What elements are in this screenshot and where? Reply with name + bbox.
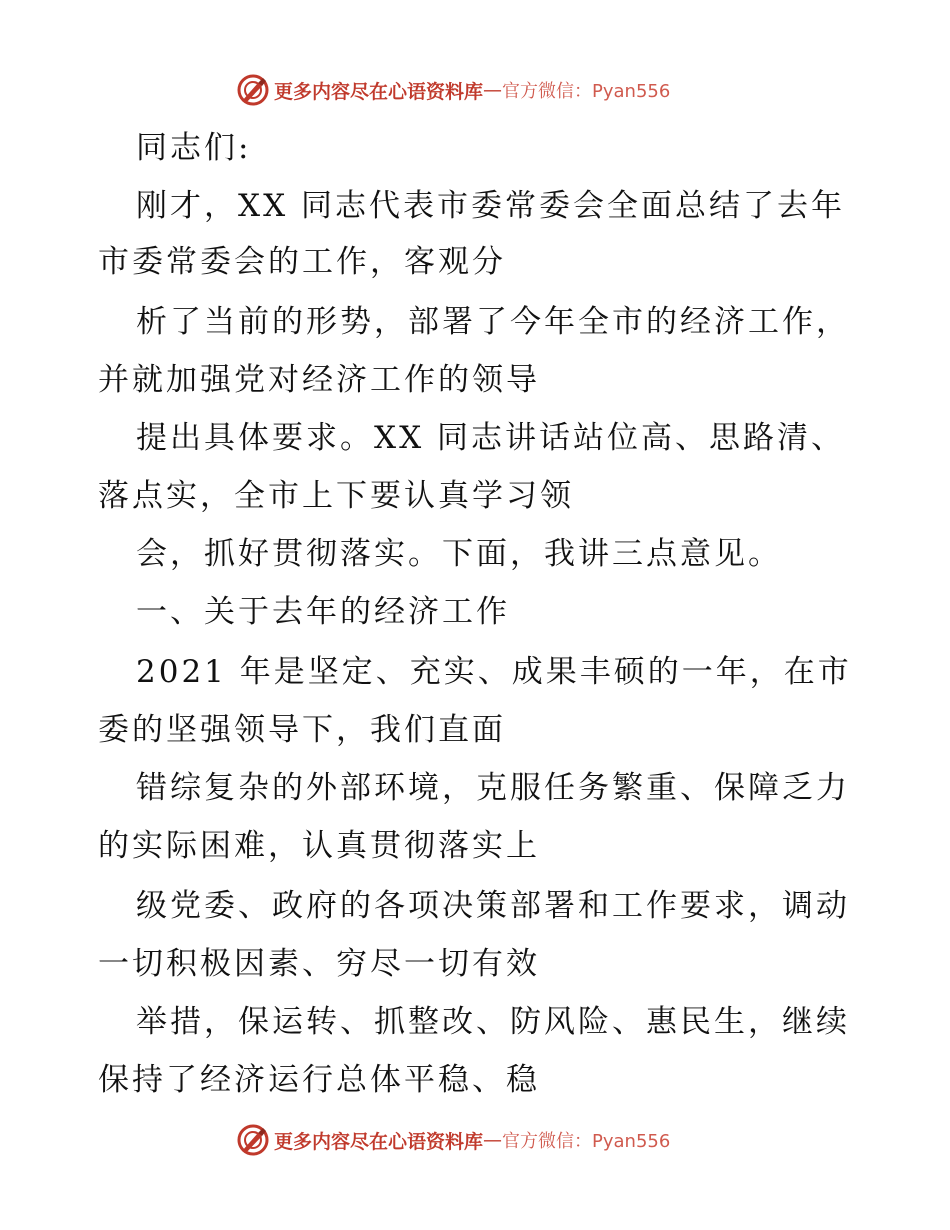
header-banner bbox=[236, 72, 716, 108]
section-heading: 一、关于去年的经济工作 bbox=[136, 594, 510, 630]
body-line: 的实际困难，认真贯彻落实上 bbox=[98, 828, 540, 864]
banner-separator: — bbox=[483, 79, 503, 101]
body-line: 析了当前的形势，部署了今年全市的经济工作， bbox=[136, 304, 850, 340]
body-line: 级党委、政府的各项决策部署和工作要求，调动 bbox=[136, 888, 850, 924]
body-line: 刚才，XX 同志代表市委常委会全面总结了去年 bbox=[136, 188, 845, 224]
salutation-line: 同志们: bbox=[136, 130, 252, 166]
banner-main-text: 更多内容尽在心语资料库 bbox=[274, 1130, 484, 1153]
banner-wechat-text: 官方微信：Pyan556 bbox=[502, 1131, 671, 1152]
banner-wechat-text: 官方微信：Pyan556 bbox=[502, 81, 671, 102]
body-line: 市委常委会的工作，客观分 bbox=[98, 244, 506, 280]
body-line: 错综复杂的外部环境，克服任务繁重、保障乏力 bbox=[136, 770, 850, 806]
body-line: 落点实，全市上下要认真学习领 bbox=[98, 478, 574, 514]
footer-banner bbox=[236, 1122, 716, 1158]
body-line: 2021 年是坚定、充实、成果丰硕的一年，在市 bbox=[136, 654, 852, 690]
body-line: 举措，保运转、抓整改、防风险、惠民生，继续 bbox=[136, 1004, 850, 1040]
pen-circle-logo-icon bbox=[236, 73, 270, 107]
body-line: 委的坚强领导下，我们直面 bbox=[98, 712, 506, 748]
banner-separator: — bbox=[483, 1129, 503, 1151]
body-line: 会，抓好贯彻落实。下面，我讲三点意见。 bbox=[136, 536, 782, 572]
banner-main-text: 更多内容尽在心语资料库 bbox=[274, 80, 484, 103]
body-line: 提出具体要求。XX 同志讲话站位高、思路清、 bbox=[136, 420, 845, 456]
body-line: 并就加强党对经济工作的领导 bbox=[98, 362, 540, 398]
body-line: 一切积极因素、穷尽一切有效 bbox=[98, 946, 540, 982]
pen-circle-logo-icon bbox=[236, 1123, 270, 1157]
body-line: 保持了经济运行总体平稳、稳 bbox=[98, 1062, 540, 1098]
